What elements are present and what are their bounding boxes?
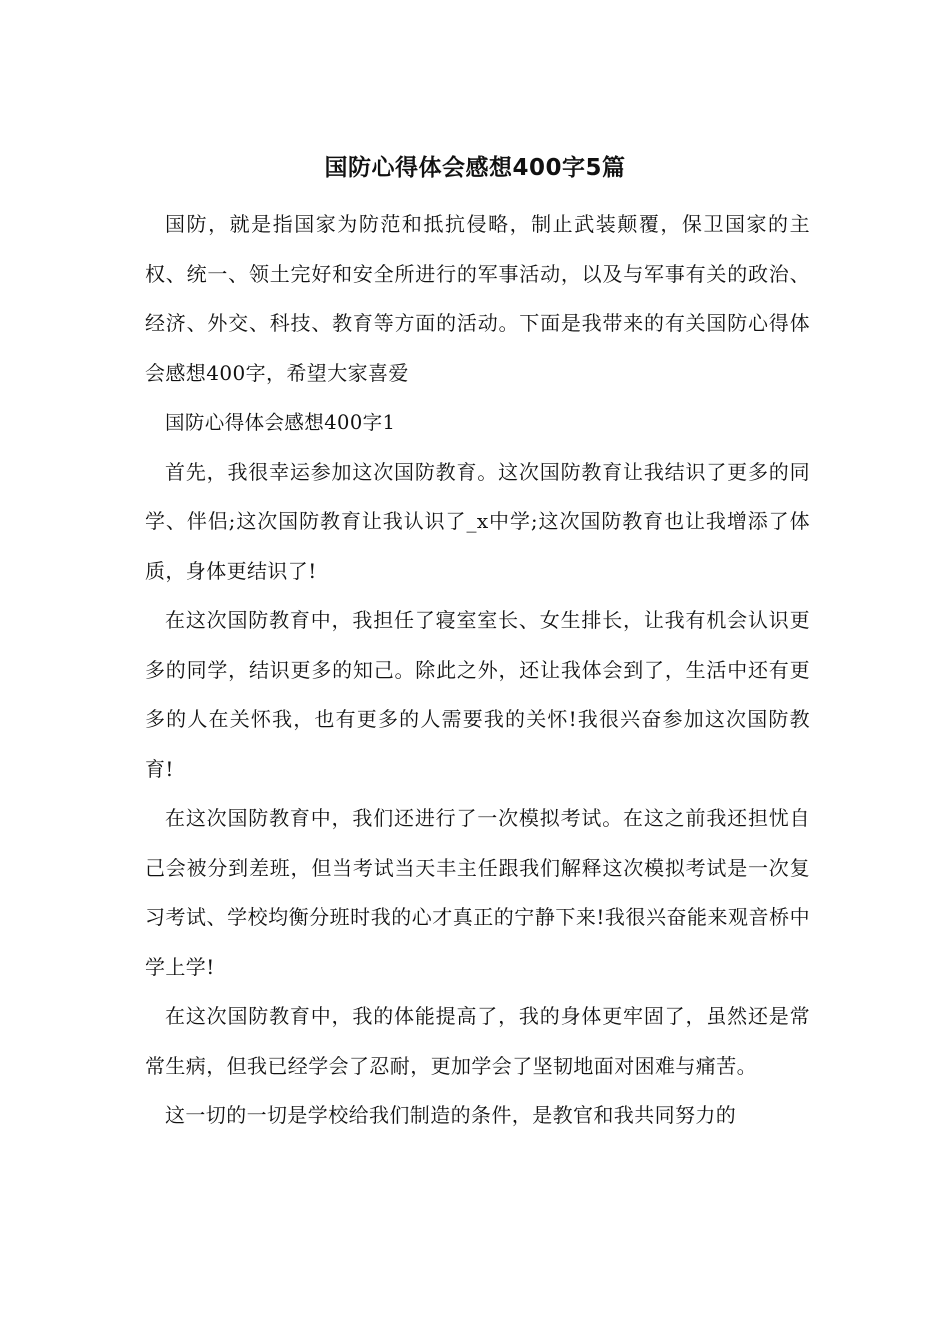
document-title: 国防心得体会感想400字5篇 [324, 155, 626, 181]
body-paragraph: 这一切的一切是学校给我们制造的条件，是教官和我共同努力的 [165, 1103, 737, 1127]
intro-paragraph: 国防，就是指国家为防范和抵抗侵略，制止武装颠覆，保卫国家的主权、统一、领土完好和安全所进行的军事活动，以及与军事有关的政治、经济、外交、科技、教育等方面的活动。下面是我带来的有关国防心得体会感想400字，希望大家喜爱 [145, 212, 810, 385]
body-paragraph: 在这次国防教育中，我的体能提高了，我的身体更牢固了，虽然还是常常生病，但我已经学会了忍耐，更加学会了坚韧地面对困难与痛苦。 [145, 1004, 810, 1078]
body-paragraph: 首先，我很幸运参加这次国防教育。这次国防教育让我结识了更多的同学、伴侣;这次国防教育让我认识了_x中学;这次国防教育也让我增添了体质，身体更结识了! [145, 459, 810, 583]
section-heading: 国防心得体会感想400字1 [165, 411, 396, 434]
body-paragraph: 在这次国防教育中，我们还进行了一次模拟考试。在这之前我还担忧自己会被分到差班，但当考试当天丰主任跟我们解释这次模拟考试是一次复习考试、学校均衡分班时我的心才真正的宁静下来!我很兴奋能来观音桥中学上学! [145, 806, 810, 979]
document-body [145, 200, 810, 1141]
body-paragraph: 在这次国防教育中，我担任了寝室室长、女生排长，让我有机会认识更多的同学，结识更多的知己。除此之外，还让我体会到了，生活中还有更多的人在关怀我，也有更多的人需要我的关怀!我很兴奋参加这次国防教育! [145, 608, 810, 781]
